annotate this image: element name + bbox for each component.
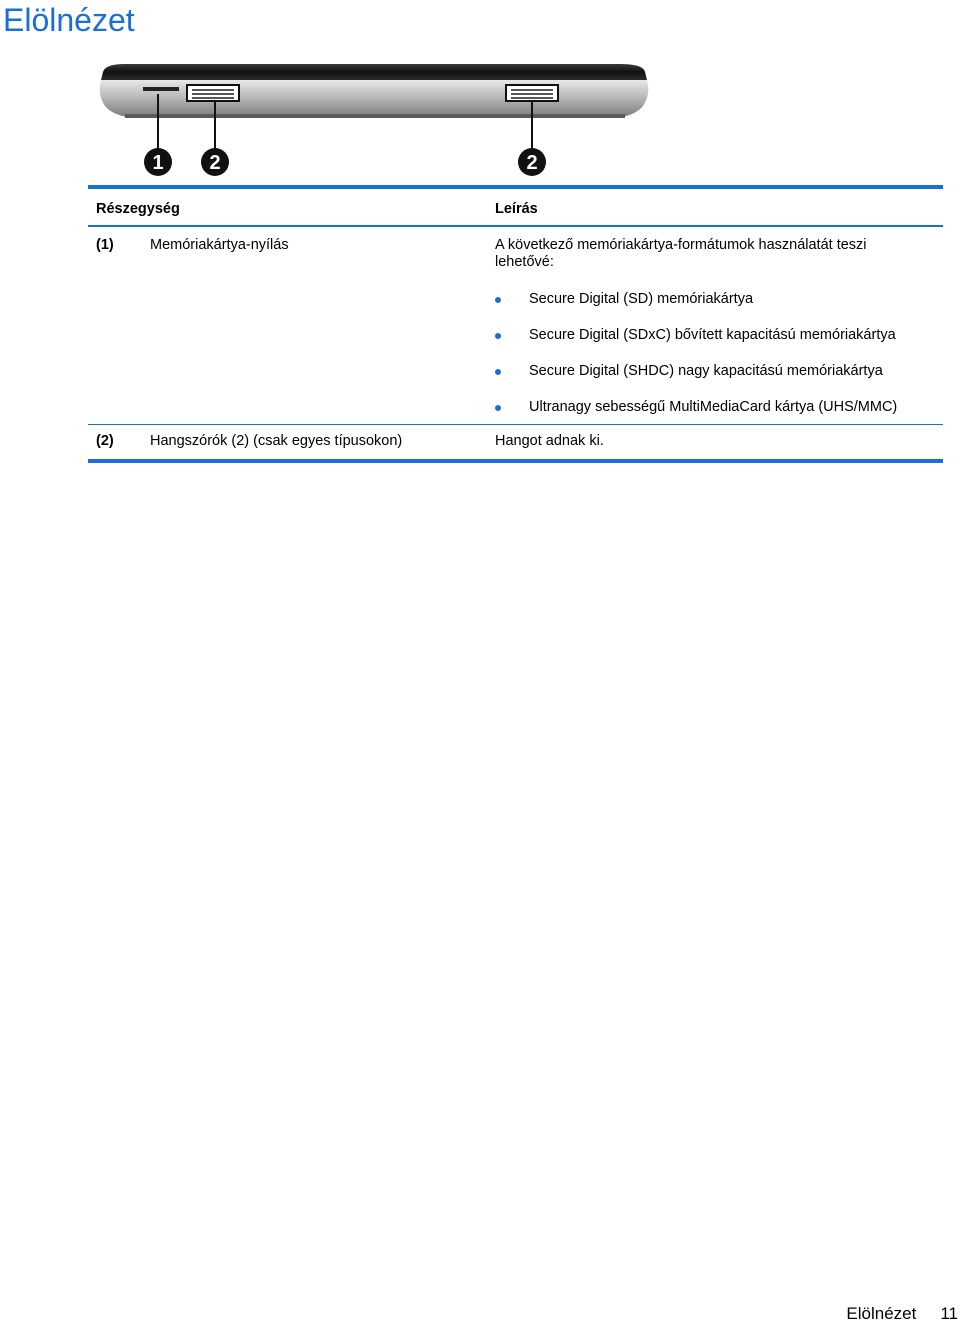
speaker-grille-left [187, 85, 239, 101]
table-header [88, 189, 943, 225]
table-row: (1) Memóriakártya-nyílás A következő memóriakártya-formátumok használatát teszi lehetővé: Secure Digital (SD) memóriakártya Secure Digital (SDxC) bővített kapacitású memóriakártya Secure Digital (SHDC) nagy kapacitású memóriakártya Ultranagy sebességű MultiMediaCard kártya (UHS/MMC) [88, 227, 943, 424]
speaker-grille-right [506, 85, 558, 101]
table-row [88, 425, 943, 459]
header-component: Részegység [96, 201, 180, 217]
svg-text:1: 1 [152, 152, 164, 174]
row-description: A következő memóriakártya-formátumok használatát teszi lehetővé: [495, 237, 867, 270]
memory-card-slot [143, 87, 179, 91]
bullet-icon [495, 369, 501, 375]
bullet-icon [495, 405, 501, 411]
callout-1 [144, 148, 172, 176]
page-number: 11 [940, 1304, 958, 1323]
svg-text:2: 2 [209, 152, 221, 174]
row-component-name: Memóriakártya-nyílás [150, 237, 289, 253]
row-description: Hangot adnak ki. [495, 433, 604, 449]
header-description: Leírás [495, 201, 538, 217]
row-number: (1) [96, 237, 114, 253]
row-number: (2) [96, 433, 114, 449]
bullet-icon [495, 333, 501, 339]
footer-section-title: Elölnézet [846, 1304, 917, 1323]
laptop-front-view-illustration [95, 58, 655, 183]
page-footer [846, 1304, 958, 1324]
row-component-name: Hangszórók (2) (csak egyes típusokon) [150, 433, 403, 449]
bullet-icon [495, 297, 501, 303]
callout-2-right [518, 148, 546, 176]
component-table [88, 185, 943, 463]
page-title: Elölnézet [3, 2, 135, 38]
callout-2-left [201, 148, 229, 176]
laptop-body [100, 64, 649, 118]
svg-text:2: 2 [526, 152, 538, 174]
table-bottom-rule [88, 459, 943, 463]
